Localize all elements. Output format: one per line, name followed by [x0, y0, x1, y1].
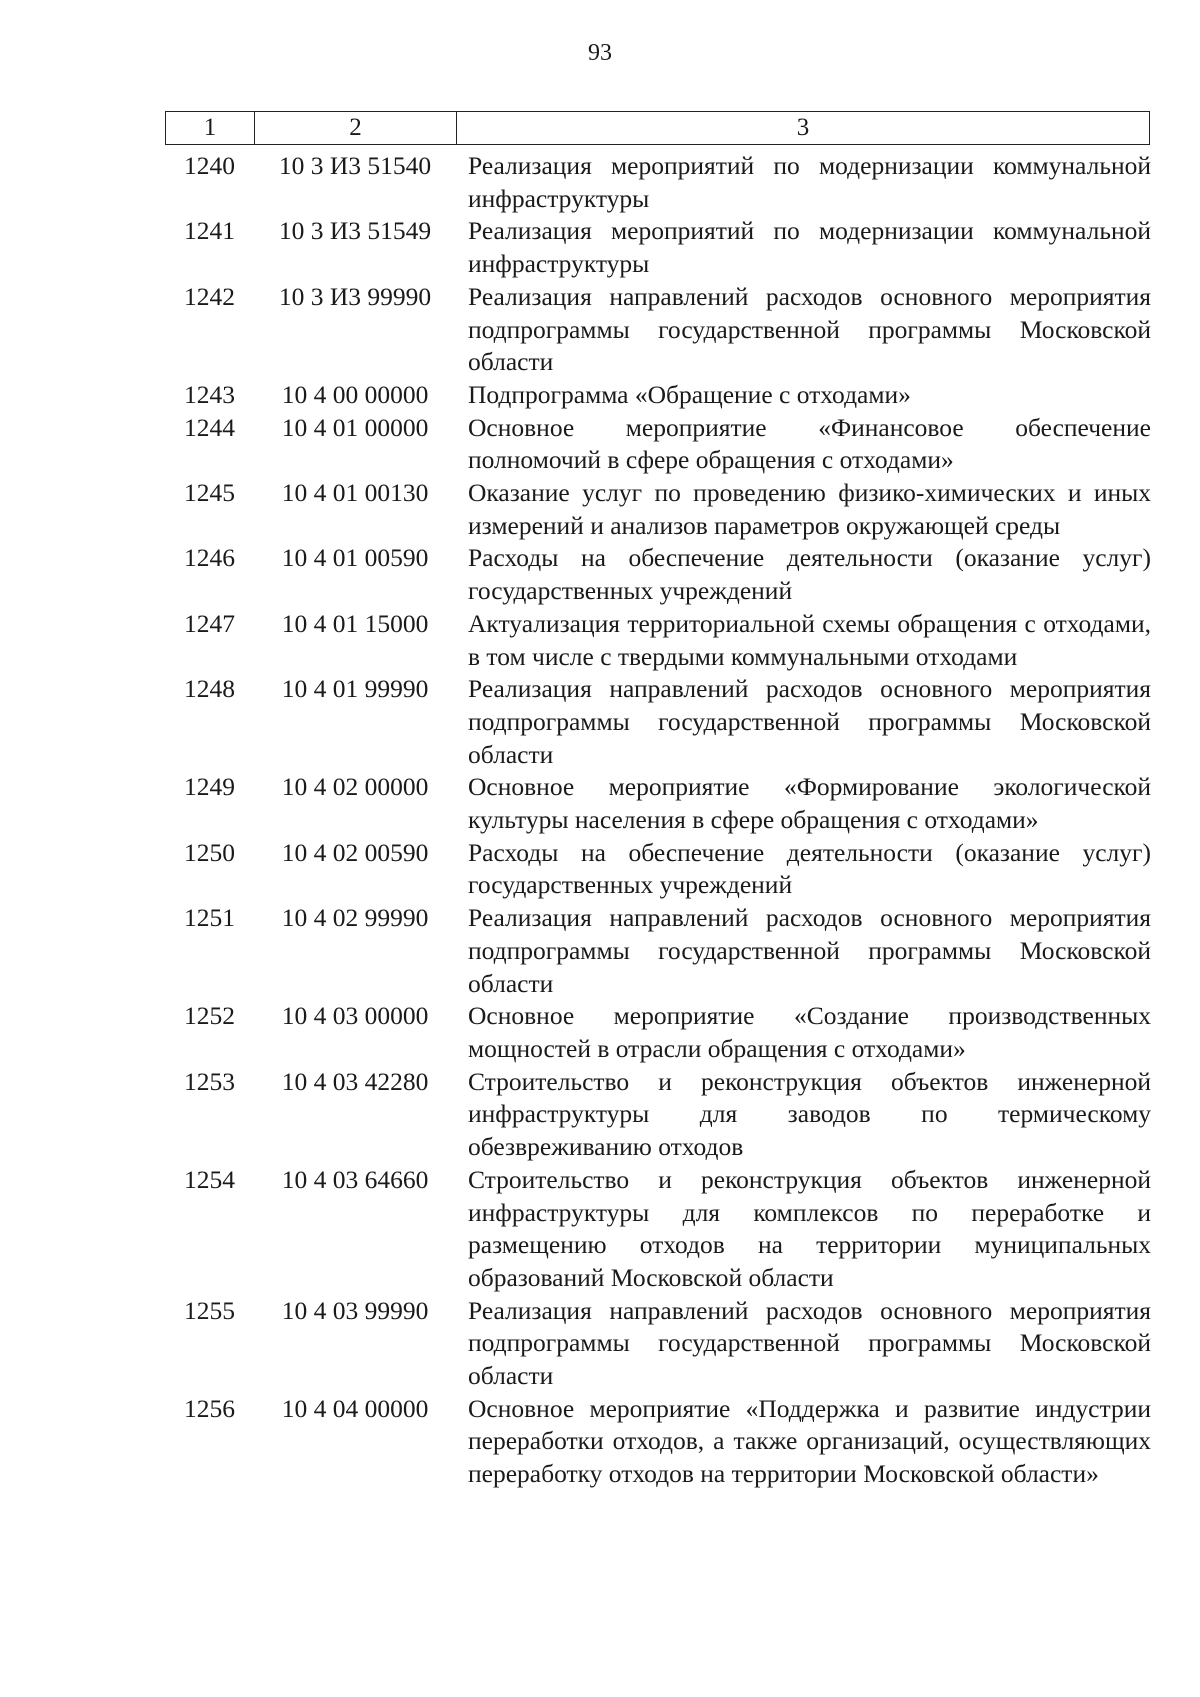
row-number: 1253 — [184, 1066, 235, 1096]
row-description: Оказание услуг по проведению физико-химических и иных измерений и анализов параметров окружающей среды — [468, 478, 1151, 540]
row-code: 10 4 03 64660 — [281, 1164, 429, 1194]
row-description: Основное мероприятие «Финансовое обеспечение полномочий в сфере обращения с отходами» — [468, 412, 1151, 475]
row-description: Строительство и реконструкция объектов инженерной инфраструктуры для комплексов по переработке и размещению отходов на территории муниципальных образований Московской области — [468, 1164, 1151, 1292]
row-code: 10 4 03 00000 — [281, 1001, 429, 1031]
table-row — [165, 608, 1155, 673]
row-number: 1246 — [184, 543, 235, 573]
row-number: 1252 — [184, 1001, 235, 1031]
row-code: 10 4 02 00000 — [281, 772, 429, 802]
row-number: 1240 — [184, 151, 235, 180]
row-code: 10 4 03 99990 — [281, 1295, 429, 1325]
row-description: Основное мероприятие «Формирование экологической культуры населения в сфере обращения с отходами» — [468, 772, 1151, 835]
row-number: 1245 — [184, 478, 235, 508]
table-row — [165, 902, 1155, 1000]
page-number: 93 — [588, 40, 612, 66]
row-number: 1249 — [184, 772, 235, 802]
row-code: 10 4 01 00130 — [281, 478, 429, 508]
row-number: 1250 — [184, 837, 235, 867]
table-row — [165, 1164, 1155, 1295]
table-body — [165, 150, 1155, 1491]
table-row — [165, 837, 1155, 902]
row-number: 1255 — [184, 1295, 235, 1325]
table-row — [165, 1066, 1155, 1164]
row-code: 10 4 01 00590 — [281, 543, 429, 573]
table-header — [165, 111, 1150, 145]
row-description: Реализация мероприятий по модернизации коммунальной инфраструктуры — [468, 151, 1151, 213]
row-description: Реализация направлений расходов основного мероприятия подпрограммы государственной программы Московской области — [468, 903, 1151, 998]
table-row — [165, 150, 1155, 215]
row-number: 1242 — [184, 281, 235, 311]
row-description: Реализация направлений расходов основного мероприятия подпрограммы государственной программы Московской области — [468, 1295, 1151, 1391]
row-description: Реализация направлений расходов основного мероприятия подпрограммы государственной программы Московской области — [468, 674, 1151, 769]
row-code: 10 3 И3 99990 — [278, 281, 432, 311]
row-description: Реализация направлений расходов основного мероприятия подпрограммы государственной программы Московской области — [468, 281, 1151, 377]
row-number: 1248 — [184, 674, 235, 704]
row-number: 1254 — [184, 1164, 235, 1194]
row-description: Подпрограмма «Обращение с отходами» — [468, 379, 911, 409]
table-row — [165, 379, 1155, 412]
row-code: 10 4 01 00000 — [281, 412, 429, 442]
row-number: 1244 — [184, 412, 235, 442]
row-number: 1243 — [184, 379, 235, 409]
table-row — [165, 1295, 1155, 1393]
table-row — [165, 412, 1155, 477]
row-description: Реализация мероприятий по модернизации коммунальной инфраструктуры — [468, 216, 1151, 279]
row-number: 1241 — [184, 216, 235, 246]
row-description: Расходы на обеспечение деятельности (оказание услуг) государственных учреждений — [468, 543, 1151, 606]
table-row — [165, 673, 1155, 771]
row-code: 10 3 И3 51549 — [278, 216, 432, 246]
table-row — [165, 477, 1155, 542]
table-row — [165, 1393, 1155, 1491]
row-description: Основное мероприятие «Создание производственных мощностей в отрасли обращения с отходами» — [468, 1001, 1151, 1063]
row-description: Строительство и реконструкция объектов инженерной инфраструктуры для заводов по термическому обезвреживанию отходов — [468, 1066, 1151, 1162]
header-col-1: 1 — [166, 112, 255, 144]
row-code: 10 4 00 00000 — [281, 379, 429, 409]
table-row — [165, 771, 1155, 836]
row-number: 1247 — [184, 608, 235, 638]
row-code: 10 4 04 00000 — [281, 1393, 429, 1423]
row-code: 10 4 02 00590 — [281, 837, 429, 867]
row-number: 1256 — [184, 1393, 235, 1423]
row-description: Актуализация территориальной схемы обращения с отходами, в том числе с твердыми коммунальными отходами — [468, 608, 1151, 671]
row-code: 10 3 И3 51540 — [278, 151, 432, 180]
row-code: 10 4 01 99990 — [281, 674, 429, 704]
row-code: 10 4 01 15000 — [281, 608, 429, 638]
row-code: 10 4 03 42280 — [281, 1066, 429, 1096]
table-row — [165, 281, 1155, 379]
row-number: 1251 — [184, 903, 235, 933]
row-description: Расходы на обеспечение деятельности (оказание услуг) государственных учреждений — [468, 837, 1151, 900]
table-row — [165, 215, 1155, 280]
row-description: Основное мероприятие «Поддержка и развитие индустрии переработки отходов, а также организаций, осуществляющих переработку отходов на территории Московской области» — [468, 1393, 1151, 1489]
header-col-3: 3 — [796, 114, 810, 141]
table-row — [165, 1000, 1155, 1065]
table-row — [165, 542, 1155, 607]
header-col-2: 2 — [255, 112, 457, 144]
row-code: 10 4 02 99990 — [281, 903, 429, 933]
